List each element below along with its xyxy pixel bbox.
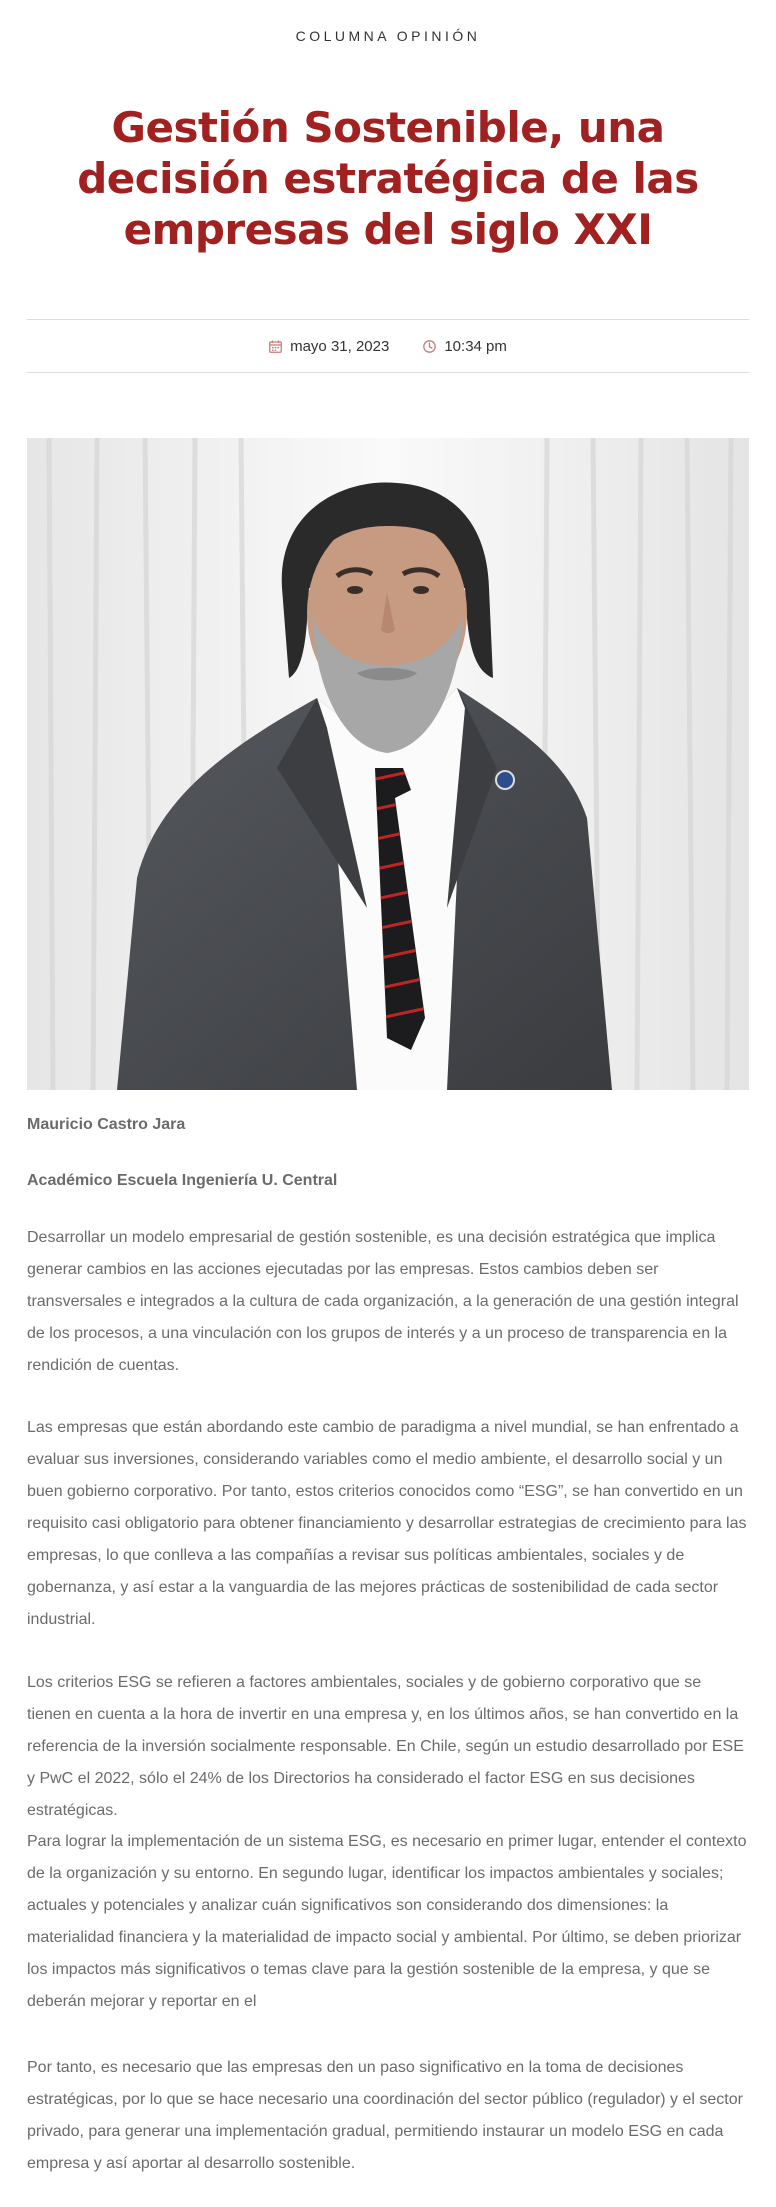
article-paragraph: Las empresas que están abordando este cambio de paradigma a nivel mundial, se han enfrentado a evaluar sus inversiones, considerando variables como el medio ambiente, el desarrollo social y un buen gobierno corporativo. Por tanto, estos criterios conocidos como “ESG”, se han convertido en un requisito casi obligatorio para obtener financiamiento y desarrollar estrategias de crecimiento para las empresas, lo que conlleva a las compañías a revisar sus políticas ambientales, sociales y de gobernanza, y así estar a la vanguardia de las mejores prácticas de sostenibilidad de cada sector industrial.	[27, 1419, 747, 1628]
article-date	[269, 338, 389, 355]
article-title: Gestión Sostenible, una decisión estratégica de las empresas del siglo XXI	[77, 103, 699, 254]
article-date-text: mayo 31, 2023	[290, 337, 390, 355]
article-paragraph: Por tanto, es necesario que las empresas den un paso significativo en la toma de decisiones estratégicas, por lo que se hace necesario una coordinación del sector público (regulador) y el sector privado, para generar una implementación gradual, permitiendo instaurar un modelo ESG en cada empresa y así aportar al desarrollo sostenible.	[27, 2059, 743, 2172]
article-time	[423, 338, 507, 355]
calendar-icon	[269, 340, 282, 353]
author-role: Académico Escuela Ingeniería U. Central	[27, 1172, 338, 1189]
author-photo	[27, 438, 749, 1090]
author-name: Mauricio Castro Jara	[27, 1116, 186, 1133]
article-meta	[27, 319, 749, 373]
article-paragraph: Para lograr la implementación de un sistema ESG, es necesario en primer lugar, entender el contexto de la organización y su entorno. En segundo lugar, identificar los impactos ambientales y sociales; actuales y potenciales y analizar cuán significativos son considerando dos dimensiones: la materialidad financiera y la materialidad de impacto social y ambiental. Por último, se deben priorizar los impactos más significativos o temas clave para la gestión sostenible de la empresa, y que se deberán mejorar y reportar en el	[27, 1833, 747, 2010]
clock-icon	[423, 340, 436, 353]
article-time-text: 10:34 pm	[444, 337, 507, 355]
article-category[interactable]: COLUMNA OPINIÓN	[295, 28, 481, 44]
article-paragraph: Desarrollar un modelo empresarial de gestión sostenible, es una decisión estratégica que implica generar cambios en las acciones ejecutadas por las empresas. Estos cambios deben ser transversales e integrados a la cultura de cada organización, a la generación de una gestión integral de los procesos, a una vinculación con los grupos de interés y a un proceso de transparencia en la rendición de cuentas.	[27, 1229, 739, 1374]
article-paragraph: Los criterios ESG se refieren a factores ambientales, sociales y de gobierno corporativo que se tienen en cuenta a la hora de invertir en una empresa y, en los últimos años, se han convertido en la referencia de la inversión socialmente responsable. En Chile, según un estudio desarrollado por ESE y PwC el 2022, sólo el 24% de los Directorios ha considerado el factor ESG en sus decisiones estratégicas.	[27, 1674, 744, 1819]
